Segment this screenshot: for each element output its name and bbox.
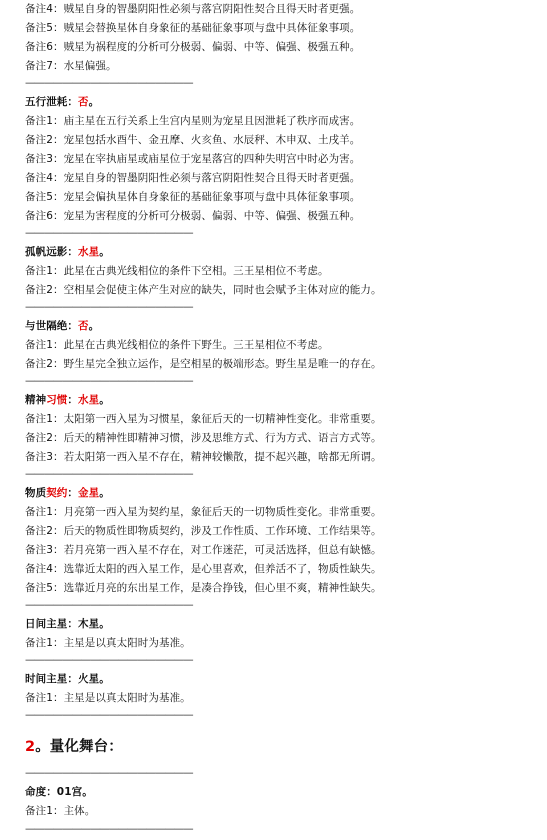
section-heading: [25, 245, 110, 259]
note-line: [25, 636, 191, 650]
section-heading: [25, 486, 110, 500]
text-segment: 备注3：若太阳第一西入星不存在，精神较懒散，提不起兴趣，啥都无所谓。: [25, 451, 382, 463]
note-line: [25, 581, 382, 595]
section-heading: [25, 95, 99, 109]
note-line: [25, 691, 191, 705]
text-segment: ——————————————————: [25, 654, 193, 666]
divider-line: [25, 76, 192, 90]
divider-line: [25, 598, 192, 612]
text-segment: ——————————————————: [25, 767, 193, 779]
note-line: [25, 209, 360, 223]
note-line: [25, 40, 360, 54]
text-segment: 。: [99, 394, 110, 406]
highlight-value: 水星: [78, 394, 100, 406]
chapter-heading: [25, 738, 123, 756]
note-line: [25, 412, 382, 426]
text-segment: 备注1：庙主星在五行关系上生宫内星则为宠星且因泄耗了秩序而成害。: [25, 115, 361, 127]
note-line: [25, 59, 117, 73]
text-segment: 。量化舞台：: [35, 739, 123, 755]
text-segment: ——————————————————: [25, 709, 193, 721]
divider-line: [25, 467, 192, 481]
highlight-value: 否: [78, 320, 89, 332]
text-segment: 备注6：宠星为害程度的分析可分极弱、偏弱、中等、偏强、极强五种。: [25, 210, 361, 222]
note-line: [25, 21, 360, 35]
text-segment: 备注1：主星是以真太阳时为基准。: [25, 692, 191, 704]
divider-line: [25, 766, 192, 780]
text-segment: 命度：01宫。: [25, 786, 93, 798]
text-segment: 孤帆远影：: [25, 246, 78, 258]
text-segment: ——————————————————: [25, 301, 193, 313]
text-segment: 备注2：宠星包括水酉牛、金丑摩、火亥鱼、水辰秤、木申双、土戌羊。: [25, 134, 361, 146]
text-segment: ——————————————————: [25, 468, 193, 480]
note-line: [25, 524, 382, 538]
note-line: [25, 114, 360, 128]
divider-line: [25, 226, 192, 240]
divider-line: [25, 708, 192, 722]
section-heading: [25, 785, 93, 799]
note-line: [25, 283, 382, 297]
text-segment: 备注1：主星是以真太阳时为基准。: [25, 637, 191, 649]
text-segment: ：: [67, 487, 79, 499]
text-segment: ——————————————————: [25, 375, 193, 387]
text-segment: 备注3：若月亮第一西入星不存在，对工作迷茫，可灵活选择，但总有缺憾。: [25, 544, 382, 556]
note-line: [25, 338, 329, 352]
text-segment: 时间主星：火星。: [25, 673, 110, 685]
text-segment: 备注1：此星在古典光线相位的条件下野生。三王星相位不考虑。: [25, 339, 329, 351]
text-segment: 五行泄耗：: [25, 96, 78, 108]
note-line: [25, 357, 382, 371]
text-segment: 备注4：选靠近太阳的西入星工作，是心里喜欢，但养活不了，物质性缺失。: [25, 563, 382, 575]
text-segment: ——————————————————: [25, 77, 193, 89]
text-segment: 备注1：此星在古典光线相位的条件下空相。三王星相位不考虑。: [25, 265, 329, 277]
text-segment: 备注2：后天的精神性即精神习惯，涉及思维方式、行为方式、语言方式等。: [25, 432, 382, 444]
divider-line: [25, 822, 192, 836]
note-line: [25, 264, 329, 278]
text-segment: 备注5：贼星会替换星体自身象征的基础征象事项与盘中具体征象事项。: [25, 22, 361, 34]
note-line: [25, 804, 95, 818]
note-line: [25, 171, 360, 185]
section-heading: [25, 393, 110, 407]
section-heading: [25, 672, 110, 686]
note-line: [25, 450, 382, 464]
text-segment: 。: [88, 96, 100, 108]
note-line: [25, 152, 360, 166]
divider-line: [25, 653, 192, 667]
text-segment: 备注1：月亮第一西入星为契约星，象征后天的一切物质性变化。非常重要。: [25, 506, 382, 518]
text-segment: 备注4：贼星自身的智墨阴阳性必须与落宫阴阳性契合且得天时者更强。: [25, 3, 361, 15]
section-heading: [25, 617, 110, 631]
text-segment: 备注5：选靠近月亮的东出星工作，是凑合挣钱，但心里不爽，精神性缺失。: [25, 582, 382, 594]
text-segment: 备注2：野生星完全独立运作，是空相星的极端形态。野生星是唯一的存在。: [25, 358, 382, 370]
text-segment: 备注4：宠星自身的智墨阴阳性必须与落宫阴阳性契合且得天时者更强。: [25, 172, 361, 184]
text-segment: 精神: [25, 394, 47, 406]
text-segment: ：: [67, 394, 79, 406]
highlight-value: 习惯: [46, 394, 68, 406]
text-segment: 备注3：宠星在宰执庙星或庙星位于宠星落宫的四种失明宫中时必为害。: [25, 153, 361, 165]
text-segment: 备注2：空相星会促使主体产生对应的缺失，同时也会赋予主体对应的能力。: [25, 284, 382, 296]
text-segment: ——————————————————: [25, 823, 193, 835]
highlight-value: 水星: [78, 246, 100, 258]
highlight-value: 否: [78, 96, 89, 108]
note-line: [25, 133, 360, 147]
text-segment: 。: [88, 320, 100, 332]
text-segment: ——————————————————: [25, 227, 193, 239]
highlight-value: 契约: [46, 487, 68, 499]
note-line: [25, 2, 360, 16]
text-segment: 日间主星：木星。: [25, 618, 110, 630]
text-segment: ——————————————————: [25, 599, 193, 611]
note-line: [25, 431, 382, 445]
divider-line: [25, 300, 192, 314]
highlight-value: 2: [25, 739, 36, 755]
text-segment: 与世隔绝：: [25, 320, 78, 332]
text-segment: 备注6：贼星为祸程度的分析可分极弱、偏弱、中等、偏强、极强五种。: [25, 41, 361, 53]
note-line: [25, 505, 382, 519]
divider-line: [25, 374, 192, 388]
text-segment: 物质: [25, 487, 47, 499]
text-segment: 备注1：太阳第一西入星为习惯星，象征后天的一切精神性变化。非常重要。: [25, 413, 382, 425]
text-segment: 备注7：水星偏强。: [25, 60, 117, 72]
text-segment: 备注1：主体。: [25, 805, 96, 817]
section-heading: [25, 319, 99, 333]
text-segment: 。: [99, 246, 110, 258]
text-segment: 备注5：宠星会偏执星体自身象征的基础征象事项与盘中具体征象事项。: [25, 191, 361, 203]
note-line: [25, 562, 382, 576]
text-segment: 备注2：后天的物质性即物质契约，涉及工作性质、工作环境、工作结果等。: [25, 525, 382, 537]
highlight-value: 金星: [78, 487, 100, 499]
note-line: [25, 543, 382, 557]
note-line: [25, 190, 360, 204]
text-segment: 。: [99, 487, 110, 499]
